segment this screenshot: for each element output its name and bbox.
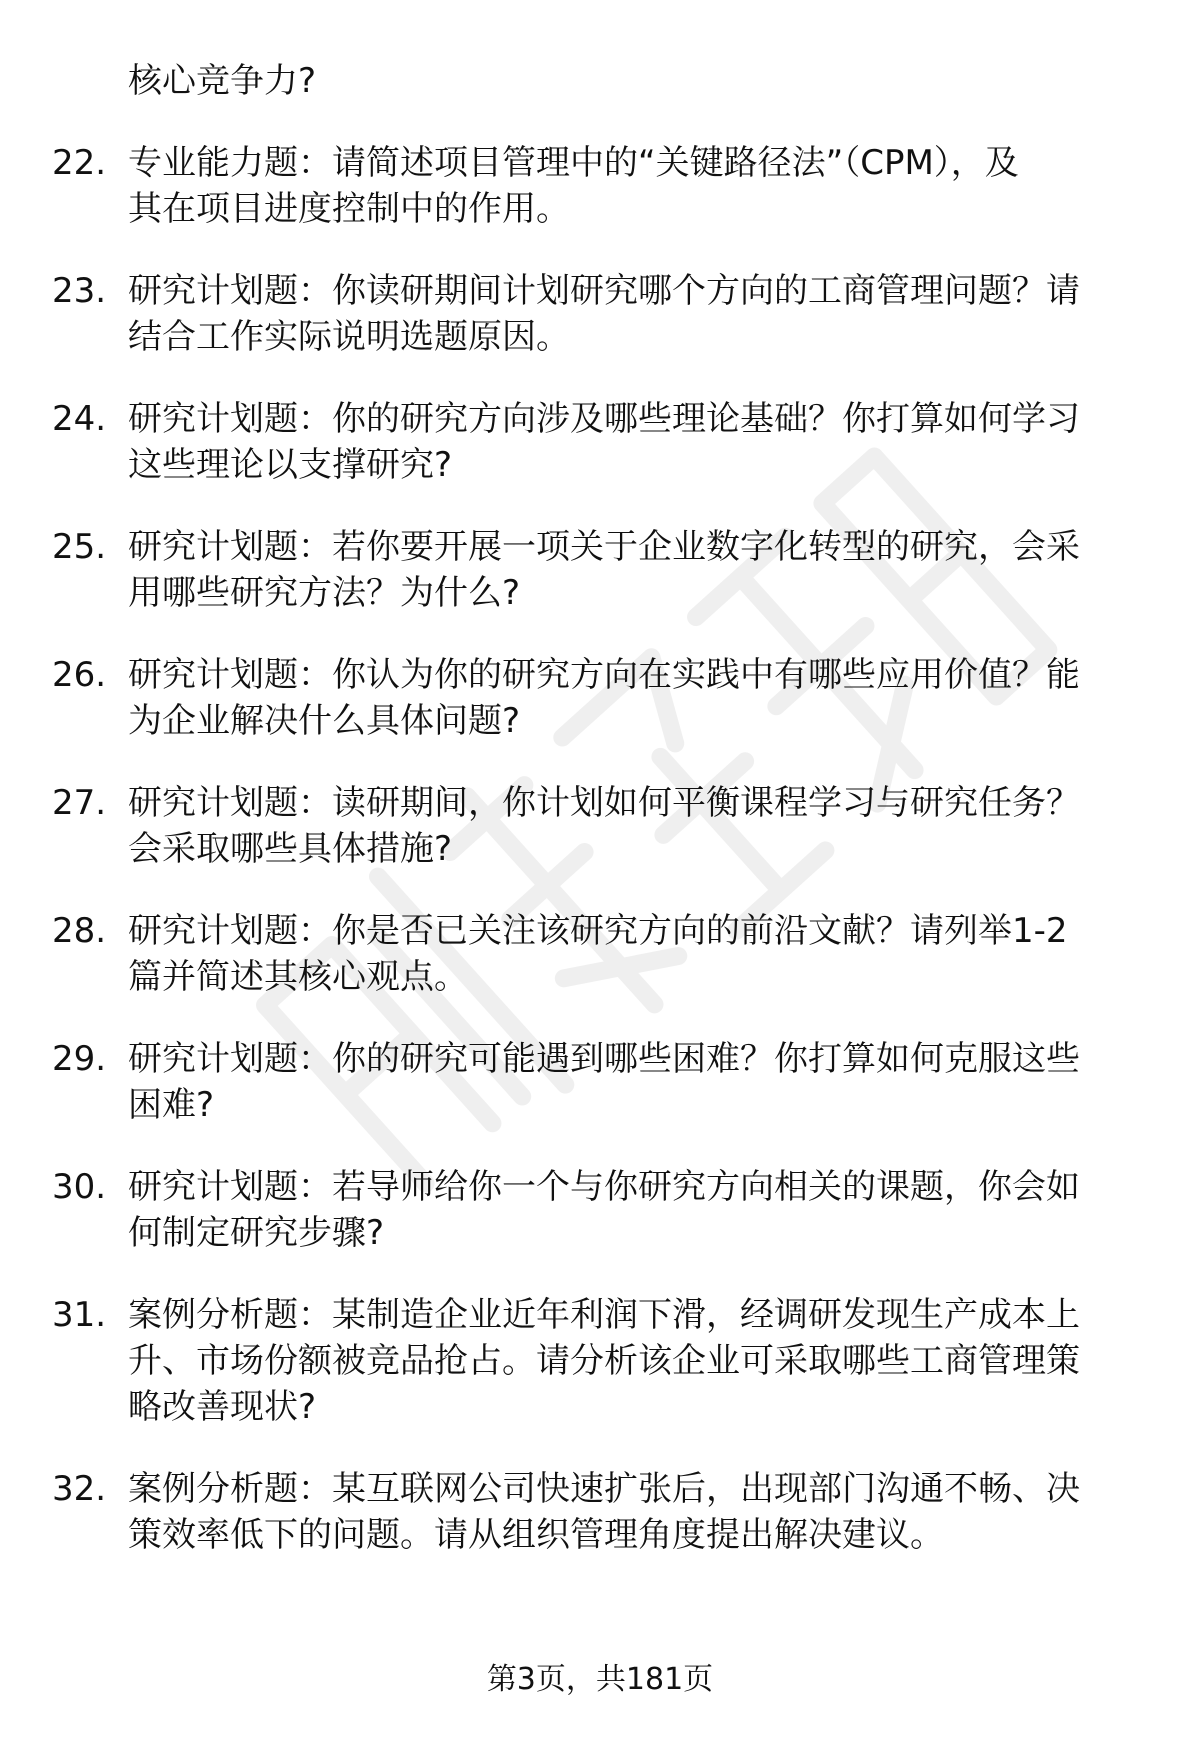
question-text: 研究计划题：你读研期间计划研究哪个方向的工商管理问题？请 结合工作实际说明选题原因。 [128,271,1080,357]
continuation-text: 核心竞争力? [128,61,317,101]
question-number: 31. [52,1295,107,1335]
question-item [0,1466,1200,1558]
question-item [0,268,1200,360]
page-footer: 第3页，共181页 [486,1662,714,1697]
question-item [0,908,1200,1000]
question-text: 案例分析题：某互联网公司快速扩张后，出现部门沟通不畅、决 策效率低下的问题。请从组织管理角度提出解决建议。 [128,1469,1080,1555]
question-number: 25. [52,527,107,567]
question-text: 研究计划题：你是否已关注该研究方向的前沿文献？请列举1-2 篇并简述其核心观点。 [128,911,1068,997]
question-text: 研究计划题：你的研究方向涉及哪些理论基础？你打算如何学习 这些理论以支撑研究? [128,399,1080,485]
question-item [0,1292,1200,1430]
question-list [0,140,1200,1594]
question-number: 28. [52,911,107,951]
question-item [0,1036,1200,1128]
question-text: 研究计划题：若你要开展一项关于企业数字化转型的研究，会采 用哪些研究方法？为什么? [128,527,1080,613]
question-number: 29. [52,1039,107,1079]
question-number: 23. [52,271,107,311]
question-text: 研究计划题：你的研究可能遇到哪些困难？你打算如何克服这些 困难? [128,1039,1080,1125]
question-text: 研究计划题：你认为你的研究方向在实践中有哪些应用价值？能 为企业解决什么具体问题? [128,655,1080,741]
question-number: 27. [52,783,107,823]
question-number: 22. [52,143,107,183]
question-text: 专业能力题：请简述项目管理中的“关键路径法”（CPM），及 其在项目进度控制中的作用。 [128,143,1019,229]
question-item [0,652,1200,744]
question-item [0,396,1200,488]
question-item [0,140,1200,232]
question-number: 30. [52,1167,107,1207]
question-number: 24. [52,399,107,439]
question-text: 研究计划题：若导师给你一个与你研究方向相关的课题，你会如 何制定研究步骤? [128,1167,1080,1253]
question-text: 研究计划题：读研期间，你计划如何平衡课程学习与研究任务？ 会采取哪些具体措施? [128,783,1080,869]
question-number: 32. [52,1469,107,1509]
question-number: 26. [52,655,107,695]
question-text: 案例分析题：某制造企业近年利润下滑，经调研发现生产成本上 升、市场份额被竞品抢占。请分析该企业可采取哪些工商管理策 略改善现状? [128,1295,1080,1427]
question-item [0,1164,1200,1256]
question-item [0,780,1200,872]
question-item [0,524,1200,616]
